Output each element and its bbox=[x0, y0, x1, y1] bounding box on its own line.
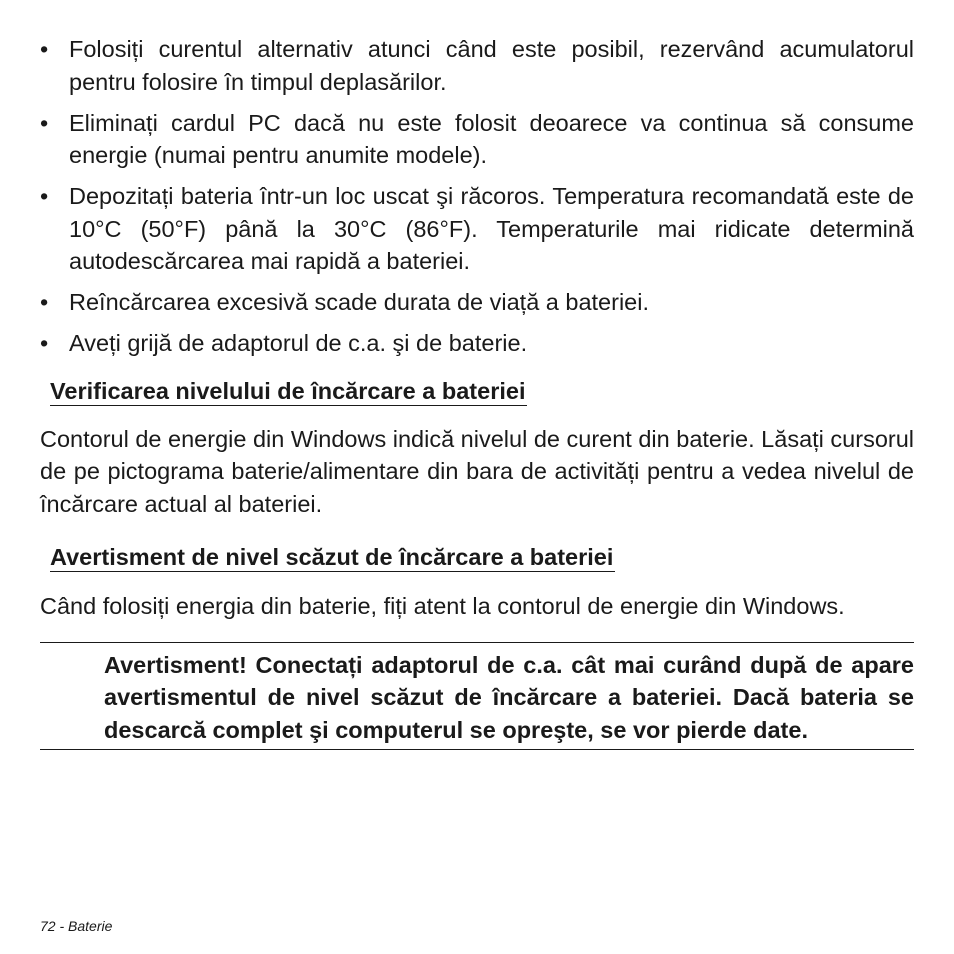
bullet-mark: • bbox=[40, 289, 49, 315]
list-item bbox=[40, 180, 914, 278]
list-item-text: Depozitați bateria într-un loc uscat şi răcoros. Temperatura recomandată este de 10°C (50°F) până la 30°C (86°F). Temperaturile mai ridicate determină autodescărcarea mai rapidă a bateriei. bbox=[69, 183, 914, 274]
bullet-mark: • bbox=[40, 330, 49, 356]
list-item bbox=[40, 107, 914, 172]
document-page bbox=[40, 33, 914, 750]
bullet-mark: • bbox=[40, 183, 49, 209]
warning-box bbox=[40, 642, 914, 751]
section-heading-wrapper bbox=[40, 377, 914, 406]
bullet-mark: • bbox=[40, 36, 49, 62]
section-body-low-battery: Când folosiți energia din baterie, fiți atent la contorul de energie din Windows. bbox=[40, 593, 845, 619]
list-item bbox=[40, 327, 914, 360]
list-item bbox=[40, 33, 914, 98]
list-item-text: Eliminați cardul PC dacă nu este folosit deoarece va continua să consume energie (numai pentru anumite modele). bbox=[69, 109, 914, 168]
bullet-mark: • bbox=[40, 109, 49, 136]
warning-text: Avertisment! Conectați adaptorul de c.a. cât mai curând după de apare avertismentul de nivel scăzut de încărcare a bateriei. Dacă bateria se descarcă complet şi computerul se opreşte, se vor pierde date. bbox=[104, 651, 914, 743]
list-item-text: Aveți grijă de adaptorul de c.a. şi de baterie. bbox=[69, 330, 528, 356]
section-heading-wrapper bbox=[40, 543, 914, 572]
tips-list bbox=[40, 33, 914, 360]
page-footer: 72 - Baterie bbox=[40, 918, 113, 934]
section-heading-battery-level: Verificarea nivelului de încărcare a bateriei bbox=[50, 377, 526, 404]
list-item bbox=[40, 286, 914, 319]
section-heading-low-battery: Avertisment de nivel scăzut de încărcare a bateriei bbox=[50, 544, 614, 570]
section-body-battery-level: Contorul de energie din Windows indică nivelul de curent din baterie. Lăsați cursorul de pe pictograma baterie/alimentare din bara de activități pentru a vedea nivelul de încărcare actual al bateriei. bbox=[40, 425, 914, 517]
list-item-text: Reîncărcarea excesivă scade durata de viață a bateriei. bbox=[69, 289, 649, 315]
list-item-text: Folosiți curentul alternativ atunci când este posibil, rezervând acumulatorul pentru folosire în timpul deplasărilor. bbox=[69, 36, 914, 95]
